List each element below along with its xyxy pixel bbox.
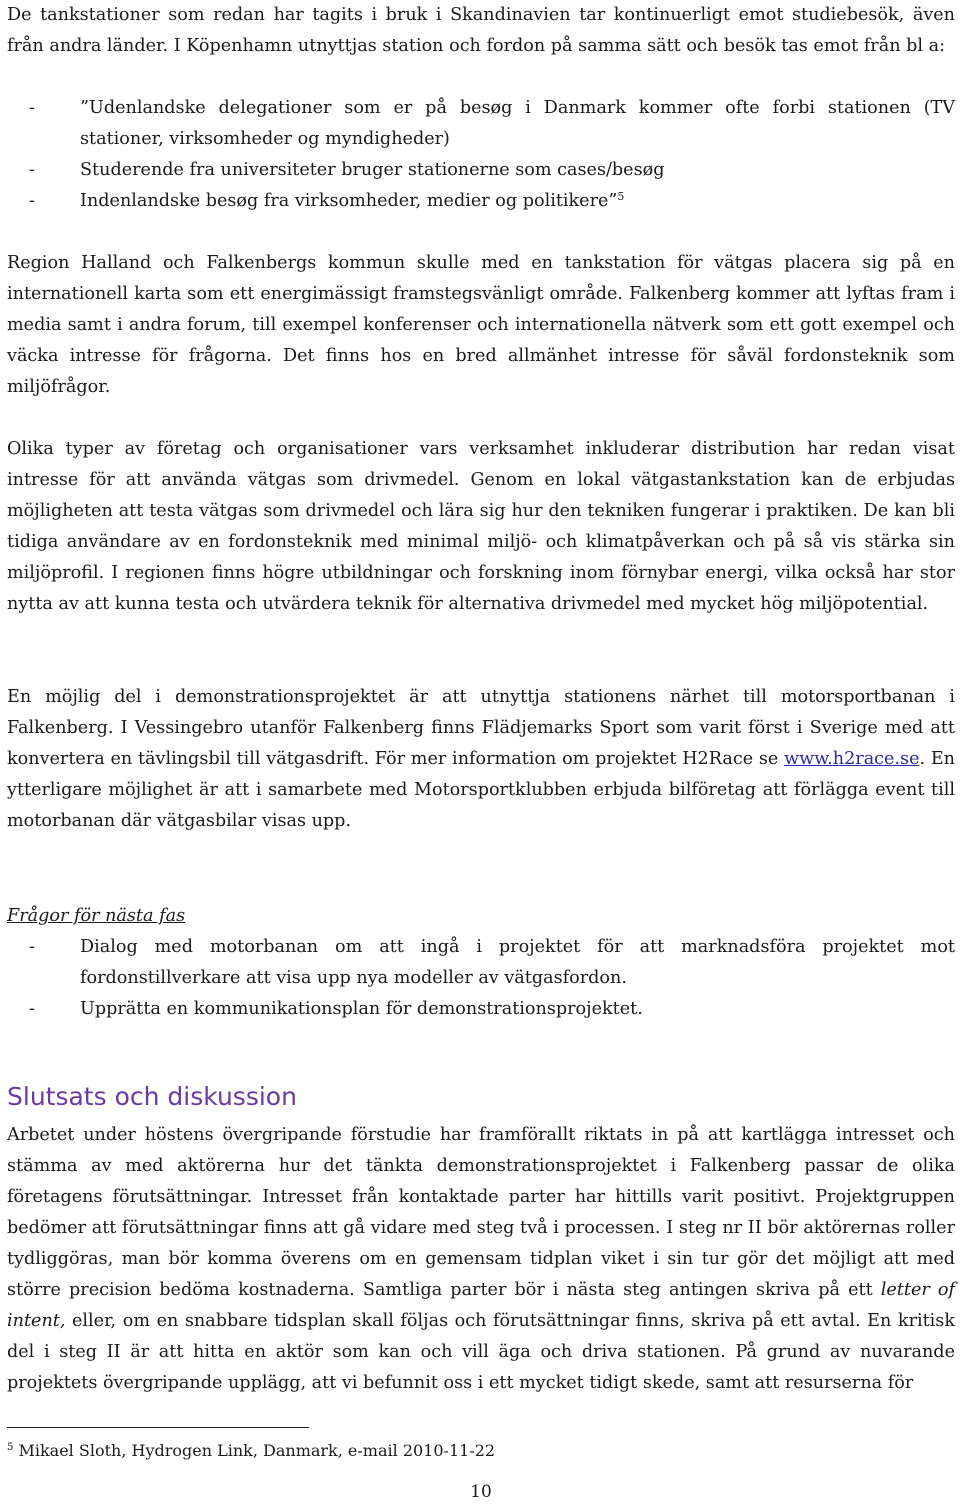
- footnote-reference[interactable]: 5: [617, 190, 625, 203]
- paragraph-intro: [7, 0, 955, 62]
- subheading-fragor: Frågor för nästa fas: [7, 906, 186, 926]
- paragraph-slutsats: [7, 1120, 955, 1399]
- bullet-marker: -: [29, 999, 35, 1019]
- list-item-text: Studerende fra universiteter bruger stationerne som cases/besøg: [80, 160, 665, 180]
- footnote-divider: [7, 1427, 309, 1428]
- footnote-text: Mikael Sloth, Hydrogen Link, Danmark, e-mail 2010-11-22: [18, 1441, 496, 1460]
- paragraph-olika: [7, 434, 955, 620]
- list-item-text: ”Udenlandske delegationer som er på besøg i Danmark kommer ofte forbi stationen (TV stationer, virksomheder og myndigheder): [80, 98, 955, 149]
- list-item: [7, 932, 955, 994]
- footnote-number: 5: [7, 1442, 14, 1453]
- paragraph-region-text: Region Halland och Falkenbergs kommun skulle med en tankstation för vätgas placera sig på en internationell karta som ett energimässigt framstegsvänligt område. Falkenberg kommer att lyftas fram i media samt i andra forum, till exempel konferenser och internationella nätverk som ett gott exempel och väcka intresse för frågorna. Det finns hos en bred allmänhet intresse för såväl fordonsteknik som miljöfrågor.: [7, 253, 955, 397]
- footnote: [7, 1438, 495, 1464]
- bullet-marker: -: [29, 191, 35, 211]
- paragraph-motorsport: [7, 682, 955, 837]
- fragor-bullet-list: [7, 932, 955, 1025]
- bullet-marker: -: [29, 937, 35, 957]
- list-item: [7, 155, 955, 186]
- list-item: [7, 93, 955, 155]
- list-item-text: Dialog med motorbanan om att ingå i projektet för att marknadsföra projektet mot fordonstillverkare att visa upp nya modeller av vätgasfordon.: [80, 937, 955, 988]
- paragraph-motorsport-text-2: . En ytterligare möjlighet är att i samarbete med Motorsportklubben erbjuda bilföretag att förlägga event till motorbanan där vätgasbilar visas upp.: [7, 749, 955, 831]
- list-item-text: [80, 186, 955, 217]
- paragraph-slutsats-text-2: eller, om en snabbare tidsplan skall följas och förutsättningar finns, skriva på ett avtal. En kritisk del i steg II är att hitta en aktör som kan och vill äga och driva stationen. På grund av nuvarande projektets övergripande upplägg, att vi befunnit oss i ett mycket tidigt skede, samt att resurserna för: [7, 1311, 955, 1393]
- paragraph-motorsport-text-1: En möjlig del i demonstrationsprojektet är att utnyttja stationens närhet till motorsportbanan i Falkenberg. I Vessingebro utanför Falkenberg finns Flädjemarks Sport som varit först i Sverige med att konvertera en tävlingsbil till vätgasdrift. För mer information om projektet H2Race se: [7, 687, 955, 769]
- section-heading: Slutsats och diskussion: [7, 1082, 297, 1111]
- list-item-text: Upprätta en kommunikationsplan för demonstrationsprojektet.: [80, 999, 643, 1019]
- list-item: [7, 186, 955, 217]
- h2race-link[interactable]: www.h2race.se: [784, 749, 920, 769]
- list-item: [7, 994, 955, 1025]
- paragraph-slutsats-italic: letter of intent,: [7, 1280, 956, 1331]
- bullet-marker: -: [29, 98, 35, 118]
- intro-bullet-list: [7, 93, 955, 217]
- paragraph-region: [7, 248, 955, 403]
- paragraph-intro-text: De tankstationer som redan har tagits i bruk i Skandinavien tar kontinuerligt emot studiebesök, även från andra länder. I Köpenhamn utnyttjas station och fordon på samma sätt och besök tas emot från bl a:: [7, 5, 955, 56]
- paragraph-slutsats-text-1: Arbetet under höstens övergripande förstudie har framförallt riktats in på att kartlägga intresset och stämma av med aktörerna hur det tänkta demonstrationsprojektet i Falkenberg passar de olika företagens förutsättningar. Intresset från kontaktade parter har hittills varit positivt. Projektgruppen bedömer att förutsättningar finns att gå vidare med steg två i processen. I steg nr II bör aktörernas roller tydliggöras, man bör komma överens om en gemensam tidplan viket i sin tur gör det möjligt att med större precision bedöma kostnaderna. Samtliga parter bör i nästa steg antingen skriva på ett: [7, 1125, 955, 1300]
- list-item-text-main: Indenlandske besøg fra virksomheder, medier og politikere”: [80, 191, 618, 211]
- paragraph-olika-text: Olika typer av företag och organisationer vars verksamhet inkluderar distribution har redan visat intresse för att använda vätgas som drivmedel. Genom en lokal vätgastankstation kan de erbjudas möjligheten att testa vätgas som drivmedel och lära sig hur den tekniken fungerar i praktiken. De kan bli tidiga användare av en fordonsteknik med minimal miljö- och klimatpåverkan och på så vis stärka sin miljöprofil. I regionen finns högre utbildningar och forskning inom förnybar energi, vilka också har stor nytta av att kunna testa och utvärdera teknik för alternativa drivmedel med mycket hög miljöpotential.: [7, 439, 955, 614]
- page-number: 10: [470, 1482, 492, 1502]
- bullet-marker: -: [29, 160, 35, 180]
